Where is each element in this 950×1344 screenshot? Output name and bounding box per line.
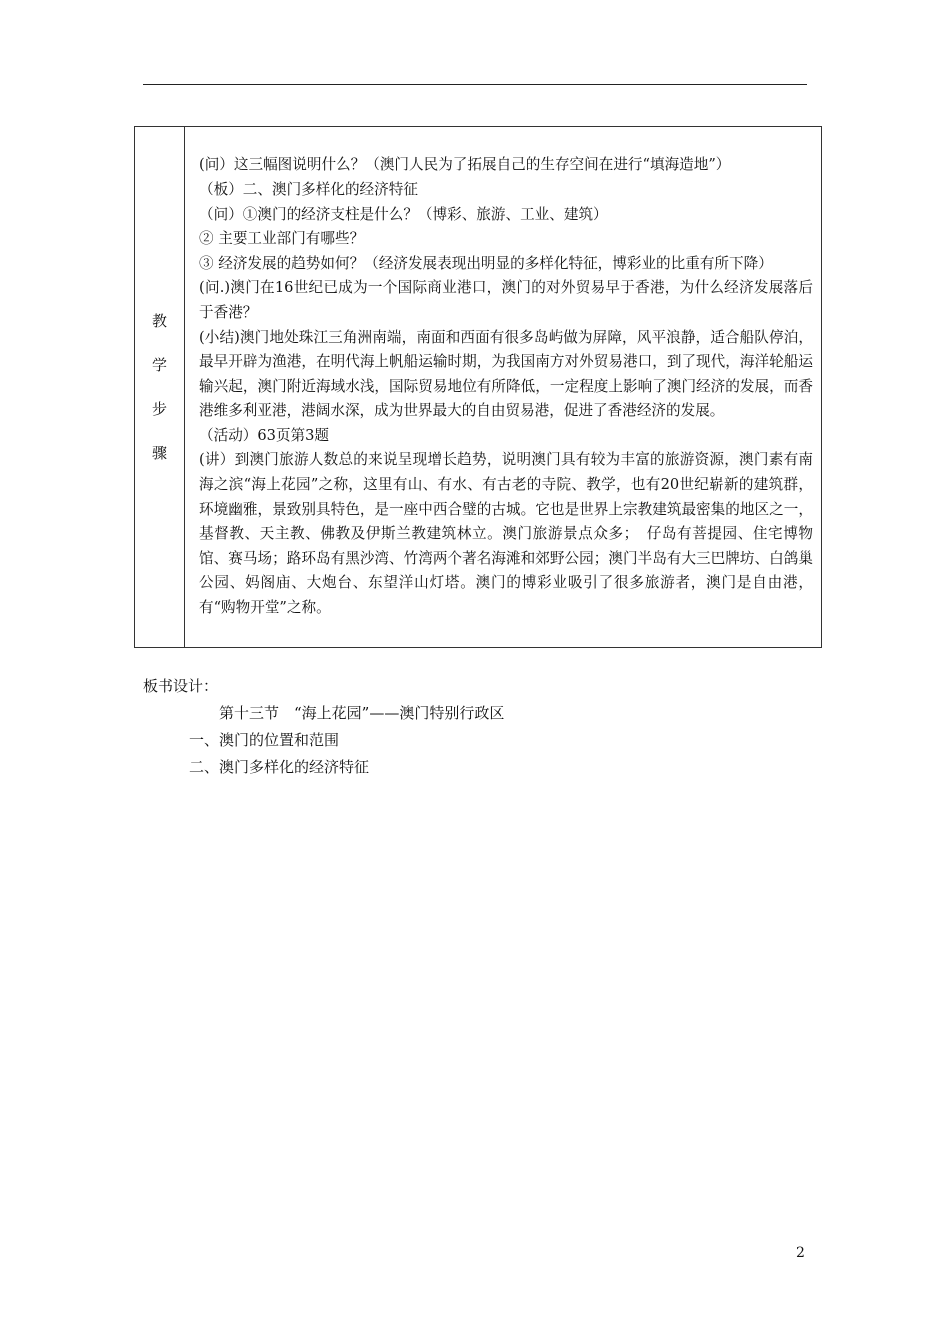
header-rule bbox=[143, 84, 807, 85]
board-title: 第十三节 “海上花园”——澳门特别行政区 bbox=[219, 704, 505, 722]
board-design bbox=[143, 673, 763, 781]
side-label-char: 骤 bbox=[151, 444, 167, 462]
board-item: 二、澳门多样化的经济特征 bbox=[189, 758, 370, 776]
question-paragraph: ③ 经济发展的趋势如何？（经济发展表现出明显的多样化特征，博彩业的比重有所下降） bbox=[199, 254, 773, 272]
side-label-char: 步 bbox=[151, 400, 167, 418]
question-paragraph: (问.)澳门在16世纪已成为一个国际商业港口，澳门的对外贸易早于香港，为什么经济发展落后于香港？ bbox=[199, 279, 813, 321]
board-heading: 板书设计： bbox=[143, 677, 219, 695]
page-number: 2 bbox=[796, 1245, 805, 1261]
activity-paragraph: （活动）63页第3题 bbox=[199, 426, 330, 444]
side-label-char: 学 bbox=[151, 356, 167, 374]
board-note-paragraph: （板）二、澳门多样化的经济特征 bbox=[199, 180, 418, 198]
question-paragraph: (问）这三幅图说明什么？（澳门人民为了拓展自己的生存空间在进行“填海造地”） bbox=[199, 156, 731, 174]
side-label-char: 教 bbox=[151, 312, 167, 330]
question-paragraph: ② 主要工业部门有哪些？ bbox=[199, 230, 365, 248]
steps-label-cell bbox=[135, 127, 185, 648]
steps-content-cell bbox=[185, 127, 822, 648]
summary-paragraph: (小结)澳门地处珠江三角洲南端，南面和西面有很多岛屿做为屏障，风平浪静，适合船队停泊，最早开辟为渔港，在明代海上帆船运输时期，为我国南方对外贸易港口，到了现代，海洋轮船运输兴起，澳门附近海域水浅，国际贸易地位有所降低，一定程度上影响了澳门经济的发展，而香港维多利亚港，港阔水深，成为世界最大的自由贸易港，促进了香港经济的发展。 bbox=[199, 328, 813, 420]
board-item: 一、澳门的位置和范围 bbox=[189, 731, 340, 749]
lecture-paragraph: (讲）到澳门旅游人数总的来说呈现增长趋势，说明澳门具有较为丰富的旅游资源，澳门素有南海之滨“海上花园”之称，这里有山、有水、有古老的寺院、教学，也有20世纪崭新的建筑群，环境幽雅，景致别具特色，是一座中西合璧的古城。它也是世界上宗教建筑最密集的地区之一，基督教、天主教、佛教及伊斯兰教建筑林立。澳门旅游景点众多； 仔岛有菩提园、住宅博物馆、赛马场；路环岛有黑沙湾、竹湾两个著名海滩和郊野公园；澳门半岛有大三巴牌坊、白鸽巢公园、妈阁庙、大炮台、东望洋山灯塔。澳门的博彩业吸引了很多旅游者，澳门是自由港，有“购物开堂”之称。 bbox=[199, 451, 813, 617]
question-paragraph: （问）①澳门的经济支柱是什么？（博彩、旅游、工业、建筑） bbox=[199, 205, 608, 223]
lesson-steps-table bbox=[134, 126, 822, 648]
